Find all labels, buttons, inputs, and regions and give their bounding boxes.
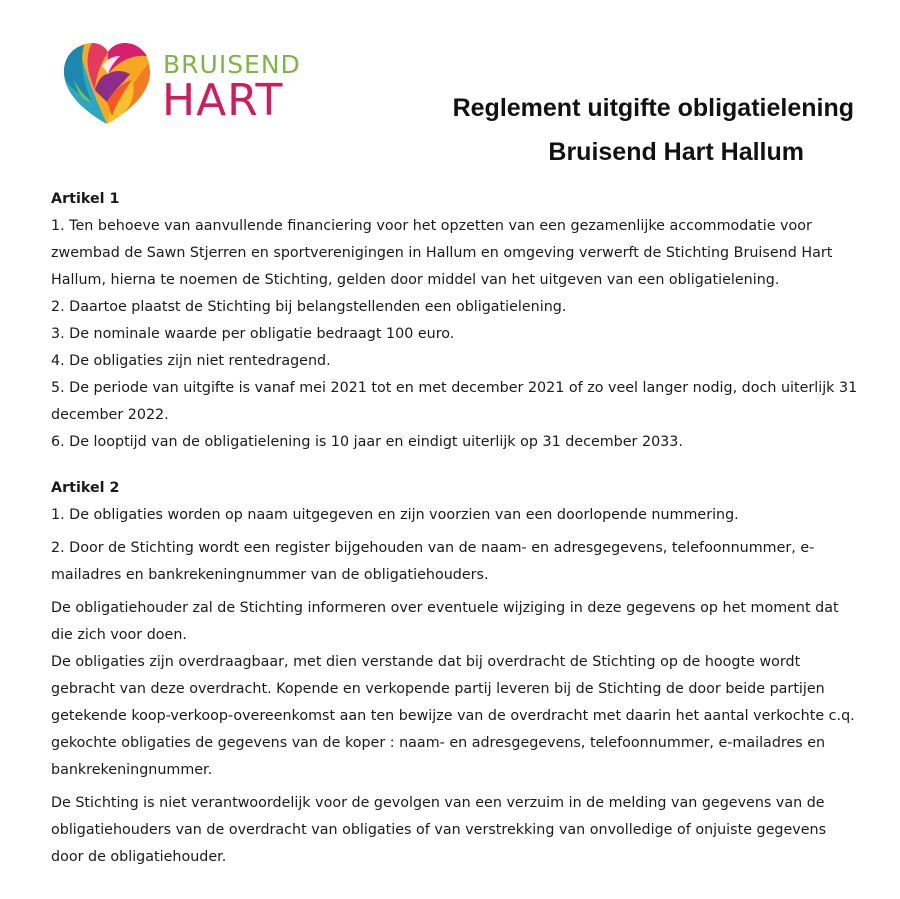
- title-line-2: Bruisend Hart Hallum: [548, 138, 804, 166]
- article-paragraph: 5. De periode van uitgifte is vanaf mei 2021 tot en met december 2021 of zo veel langer nodig, doch uiterlijk 31 december 2022.: [51, 380, 858, 423]
- article-paragraph: De obligaties zijn overdraagbaar, met dien verstande dat bij overdracht de Stichting op de hoogte wordt gebracht van deze overdracht. Kopende en verkopende partij leveren bij de Stichting de door beide partijen getekende koop-verkoop-overeenkomst aan ten bewijze van de overdracht met daarin het aantal verkochte c.q. gekochte obligaties de gegevens van de koper : naam- en adresgegevens, telefoonnummer, e-mailadres en bankrekeningnummer.: [51, 654, 855, 778]
- article-heading: Artikel 2: [51, 480, 120, 496]
- article-paragraph: 1. De obligaties worden op naam uitgegeven en zijn voorzien van een doorlopende nummering.: [51, 507, 739, 523]
- article-1: [51, 186, 861, 456]
- document-title: [300, 86, 854, 174]
- article-paragraph: 2. Daartoe plaatst de Stichting bij belangstellenden een obligatielening.: [51, 299, 567, 315]
- heart-logo-icon: [62, 40, 152, 126]
- article-heading: Artikel 1: [51, 191, 120, 207]
- article-paragraph: De obligatiehouder zal de Stichting informeren over eventuele wijziging in deze gegevens op het moment dat die zich voor doen.: [51, 600, 839, 643]
- article-paragraph: 1. Ten behoeve van aanvullende financiering voor het opzetten van een gezamenlijke accommodatie voor zwembad de Sawn Stjerren en sportverenigingen in Hallum en omgeving verwerft de Stichting Bruisend Hart Hallum, hierna te noemen de Stichting, gelden door middel van het uitgeven van een obligatielening.: [51, 218, 833, 288]
- document-body: [51, 186, 861, 871]
- logo-text-top: BRUISEND: [163, 50, 301, 79]
- article-2: [51, 475, 861, 871]
- logo-text-bottom: HART: [162, 75, 284, 126]
- article-paragraph: 2. Door de Stichting wordt een register bijgehouden van de naam- en adresgegevens, telefoonnummer, e-mailadres en bankrekeningnummer van de obligatiehouders.: [51, 540, 815, 583]
- article-paragraph: 4. De obligaties zijn niet rentedragend.: [51, 353, 331, 369]
- article-paragraph: De Stichting is niet verantwoordelijk voor de gevolgen van een verzuim in de melding van gegevens van de obligatiehouders van de overdracht van obligaties of van verstrekking van onvolledige of onjuiste gegevens door de obligatiehouder.: [51, 795, 827, 865]
- article-paragraph: 6. De looptijd van de obligatielening is 10 jaar en eindigt uiterlijk op 31 december 2033.: [51, 434, 683, 450]
- logo: [62, 40, 312, 126]
- article-paragraph: 3. De nominale waarde per obligatie bedraagt 100 euro.: [51, 326, 455, 342]
- title-line-1: Reglement uitgifte obligatielening: [452, 94, 854, 122]
